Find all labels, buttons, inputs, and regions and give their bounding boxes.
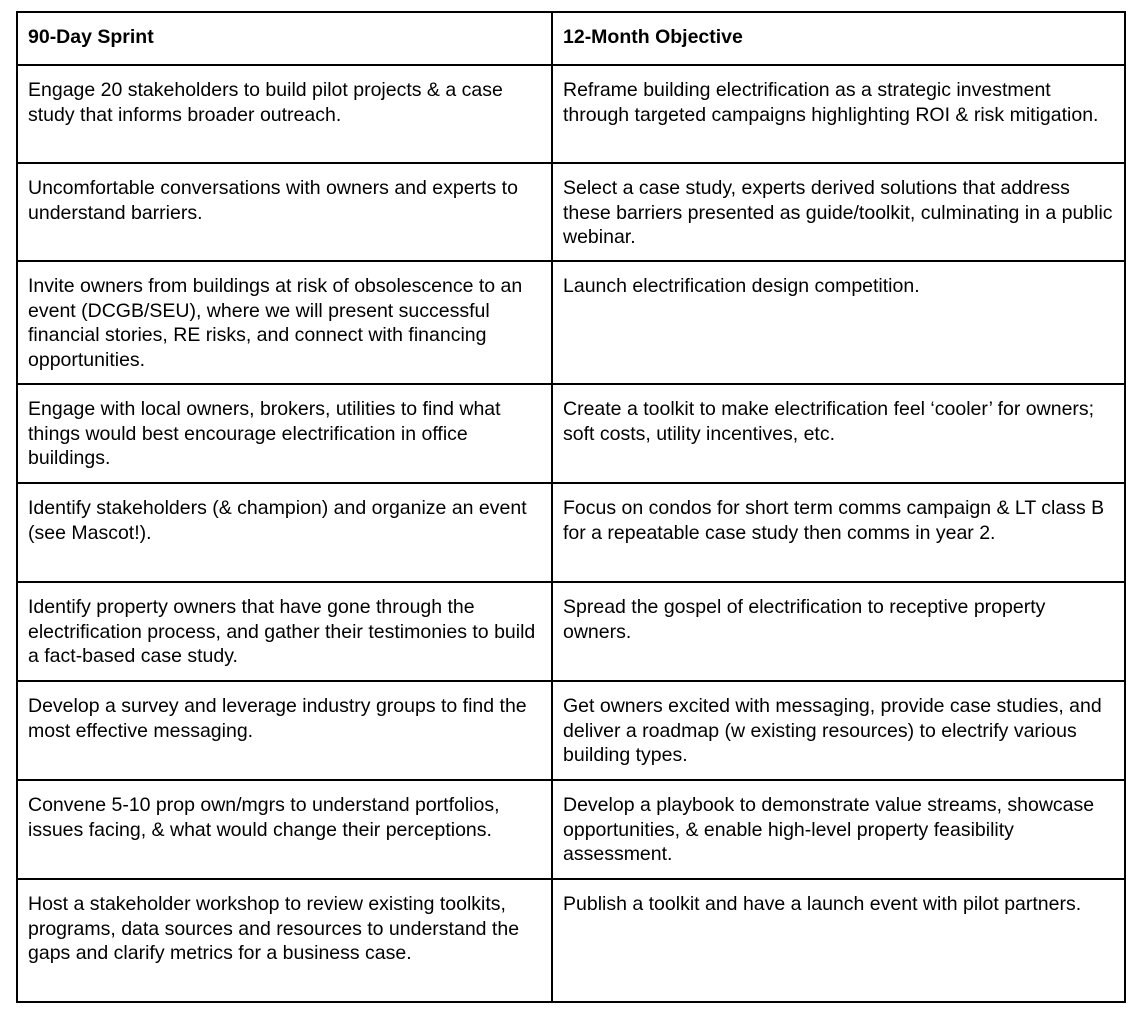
- header-12-month-objective: 12-Month Objective: [552, 12, 1125, 65]
- table-row: [17, 681, 1125, 780]
- table-row: [17, 780, 1125, 879]
- table-row: [17, 163, 1125, 261]
- objective-cell: Spread the gospel of electrification to receptive property owners.: [552, 582, 1125, 681]
- objective-cell: Focus on condos for short term comms campaign & LT class B for a repeatable case study then comms in year 2.: [552, 483, 1125, 582]
- table-row: [17, 261, 1125, 384]
- sprint-cell: Identify stakeholders (& champion) and organize an event (see Mascot!).: [17, 483, 552, 582]
- sprint-cell: Engage with local owners, brokers, utilities to find what things would best encourage electrification in office buildings.: [17, 384, 552, 483]
- sprint-cell: Host a stakeholder workshop to review existing toolkits, programs, data sources and resources to understand the gaps and clarify metrics for a business case.: [17, 879, 552, 1002]
- sprint-cell: Engage 20 stakeholders to build pilot projects & a case study that informs broader outreach.: [17, 65, 552, 163]
- sprint-cell: Develop a survey and leverage industry groups to find the most effective messaging.: [17, 681, 552, 780]
- sprint-cell: Identify property owners that have gone through the electrification process, and gather their testimonies to build a fact-based case study.: [17, 582, 552, 681]
- objective-cell: Get owners excited with messaging, provide case studies, and deliver a roadmap (w existing resources) to electrify various building types.: [552, 681, 1125, 780]
- table-row: [17, 582, 1125, 681]
- table-row: [17, 384, 1125, 483]
- table-header-row: [17, 12, 1125, 65]
- document-sheet: [16, 11, 1124, 1006]
- objective-cell: Develop a playbook to demonstrate value streams, showcase opportunities, & enable high-level property feasibility assessment.: [552, 780, 1125, 879]
- sprint-cell: Invite owners from buildings at risk of obsolescence to an event (DCGB/SEU), where we will present successful financial stories, RE risks, and connect with financing opportunities.: [17, 261, 552, 384]
- table-row: [17, 879, 1125, 1002]
- objective-cell: Publish a toolkit and have a launch event with pilot partners.: [552, 879, 1125, 1002]
- sprint-cell: Convene 5-10 prop own/mgrs to understand portfolios, issues facing, & what would change their perceptions.: [17, 780, 552, 879]
- objective-cell: Select a case study, experts derived solutions that address these barriers presented as guide/toolkit, culminating in a public webinar.: [552, 163, 1125, 261]
- table-row: [17, 483, 1125, 582]
- sprint-objective-table: [16, 11, 1126, 1003]
- objective-cell: Create a toolkit to make electrification feel ‘cooler’ for owners; soft costs, utility incentives, etc.: [552, 384, 1125, 483]
- objective-cell: Reframe building electrification as a strategic investment through targeted campaigns highlighting ROI & risk mitigation.: [552, 65, 1125, 163]
- table-row: [17, 65, 1125, 163]
- objective-cell: Launch electrification design competition.: [552, 261, 1125, 384]
- header-90-day-sprint: 90-Day Sprint: [17, 12, 552, 65]
- sprint-cell: Uncomfortable conversations with owners and experts to understand barriers.: [17, 163, 552, 261]
